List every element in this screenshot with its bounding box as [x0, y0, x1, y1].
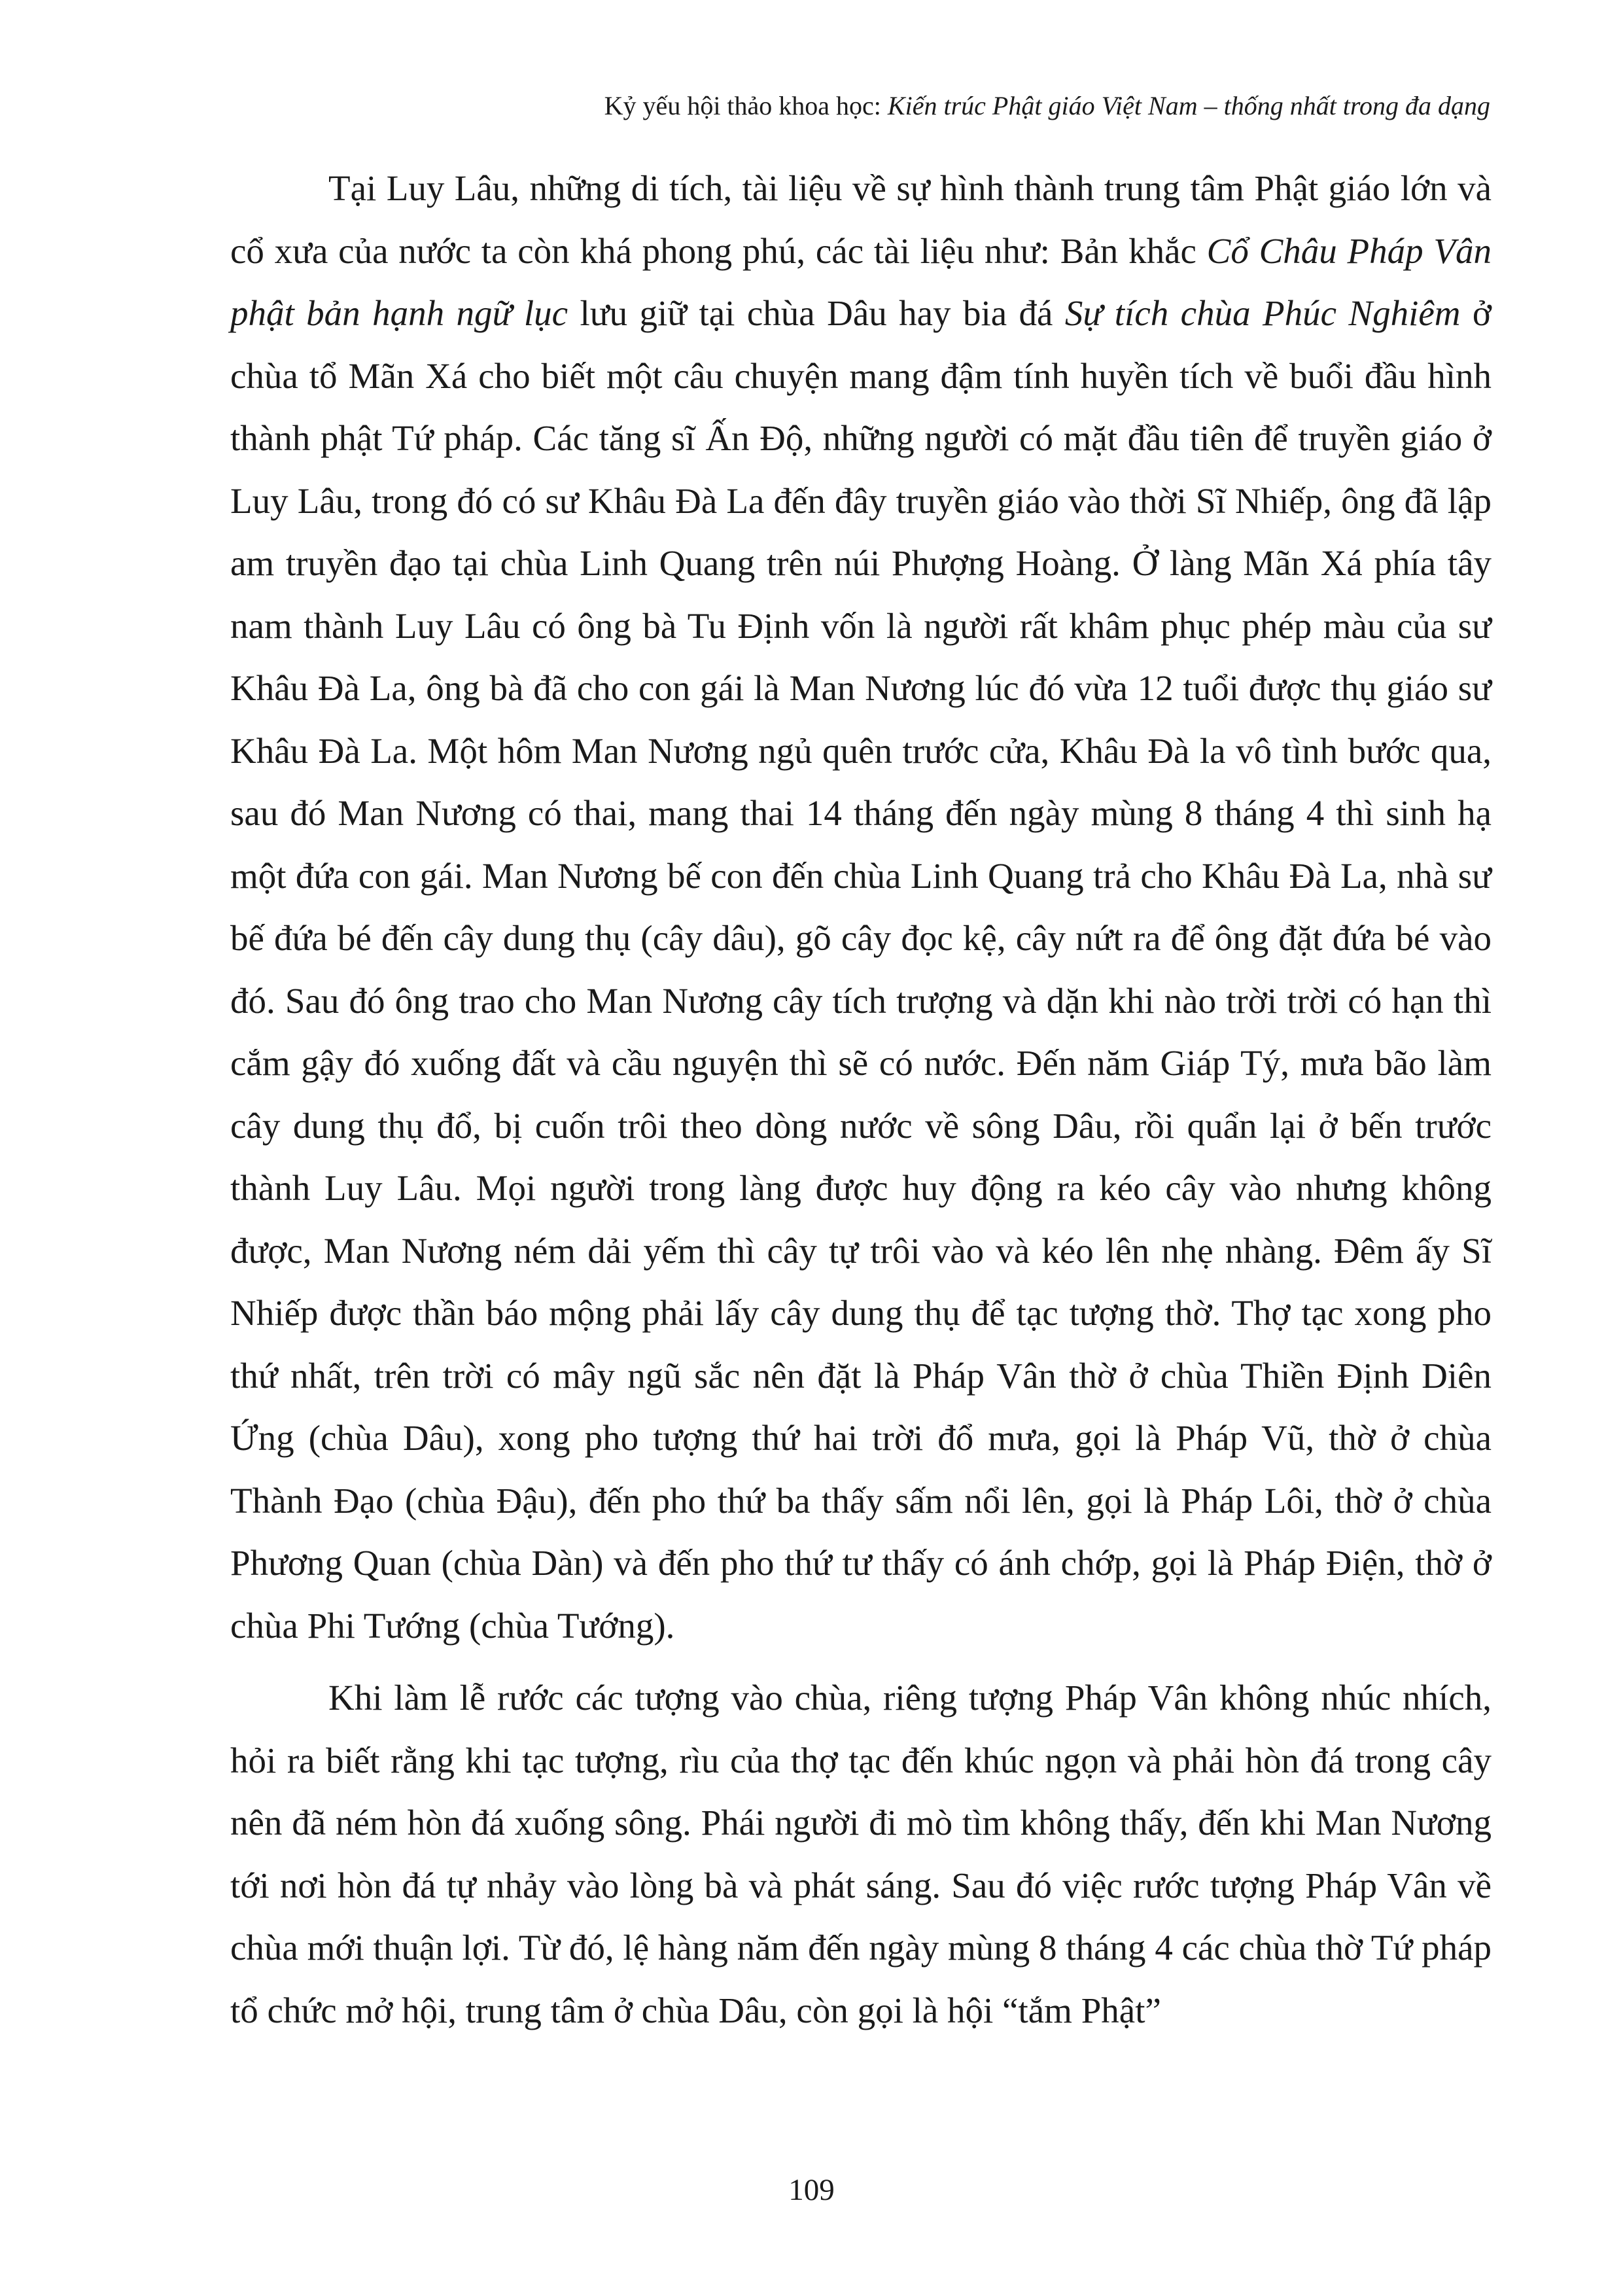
work-title-su-tich-chua-phuc-nghiem: Sự tích chùa Phúc Nghiêm — [1064, 293, 1461, 333]
work-title-co-chau-phap-van: Cổ Châu Pháp Vân phật bản hạnh ngữ lục — [230, 230, 1492, 333]
running-header — [604, 93, 1490, 119]
running-header-title: Kiến trúc Phật giáo Việt Nam – thống nhất trong đa dạng — [887, 91, 1490, 120]
paragraph-1 — [230, 157, 1492, 1657]
paragraph-1-part-3: ở chùa tổ Mãn Xá cho biết một câu chuyện mang đậm tính huyền tích về buổi đầu hình thành phật Tứ pháp. Các tăng sĩ Ấn Độ, những người có mặt đầu tiên để truyền giáo ở Luy Lâu, trong đó có sư Khâu Đà La đến đây truyền giáo vào thời Sĩ Nhiếp, ông đã lập am truyền đạo tại chùa Linh Quang trên núi Phượng Hoàng. Ở làng Mãn Xá phía tây nam thành Luy Lâu có ông bà Tu Định vốn là người rất khâm phục phép màu của sư Khâu Đà La, ông bà đã cho con gái là Man Nương lúc đó vừa 12 tuổi được thụ giáo sư Khâu Đà La. Một hôm Man Nương ngủ quên trước cửa, Khâu Đà la vô tình bước qua, sau đó Man Nương có thai, mang thai 14 tháng đến ngày mùng 8 tháng 4 thì sinh hạ một đứa con gái. Man Nương bế con đến chùa Linh Quang trả cho Khâu Đà La, nhà sư bế đứa bé đến cây dung thụ (cây dâu), gõ cây đọc kệ, cây nứt ra để ông đặt đứa bé vào đó. Sau đó ông trao cho Man Nương cây tích trượng và dặn khi nào trời trời có hạn thì cắm gậy đó xuống đất và cầu nguyện thì sẽ có nước. Đến năm Giáp Tý, mưa bão làm cây dung thụ đổ, bị cuốn trôi theo dòng nước về sông Dâu, rồi quẩn lại ở bến trước thành Luy Lâu. Mọi người trong làng được huy động ra kéo cây vào nhưng không được, Man Nương ném dải yếm thì cây tự trôi vào và kéo lên nhẹ nhàng. Đêm ấy Sĩ Nhiếp được thần báo mộng phải lấy cây dung thụ để tạc tượng thờ. Thợ tạc xong pho thứ nhất, trên trời có mây ngũ sắc nên đặt là Pháp Vân thờ ở chùa Thiền Định Diên Ứng (chùa Dâu), xong pho tượng thứ hai trời đổ mưa, gọi là Pháp Vũ, thờ ở chùa Thành Đạo (chùa Đậu), đến pho thứ ba thấy sấm nổi lên, gọi là Pháp Lôi, thờ ở chùa Phương Quan (chùa Dàn) và đến pho thứ tư thấy có ánh chớp, gọi là Pháp Điện, thờ ở chùa Phi Tướng (chùa Tướng). — [230, 293, 1492, 1646]
paragraph-1-part-2: lưu giữ tại chùa Dâu hay bia đá — [568, 293, 1065, 333]
paragraph-2: Khi làm lễ rước các tượng vào chùa, riêng tượng Pháp Vân không nhúc nhích, hỏi ra biết rằng khi tạc tượng, rìu của thợ tạc đến khúc ngọn và phải hòn đá trong cây nên đã ném hòn đá xuống sông. Phái người đi mò tìm không thấy, đến khi Man Nương tới nơi hòn đá tự nhảy vào lòng bà và phát sáng. Sau đó việc rước tượng Pháp Vân về chùa mới thuận lợi. Từ đó, lệ hàng năm đến ngày mùng 8 tháng 4 các chùa thờ Tứ pháp tổ chức mở hội, trung tâm ở chùa Dâu, còn gọi là hội “tắm Phật” — [230, 1678, 1492, 2030]
body-text — [230, 157, 1492, 2041]
page-number: 109 — [788, 2173, 835, 2207]
paragraph-1-part-1: Tại Luy Lâu, những di tích, tài liệu về sự hình thành trung tâm Phật giáo lớn và cổ xưa của nước ta còn khá phong phú, các tài liệu như: Bản khắc — [230, 168, 1492, 271]
running-header-prefix: Kỷ yếu hội thảo khoa học: — [604, 91, 888, 120]
